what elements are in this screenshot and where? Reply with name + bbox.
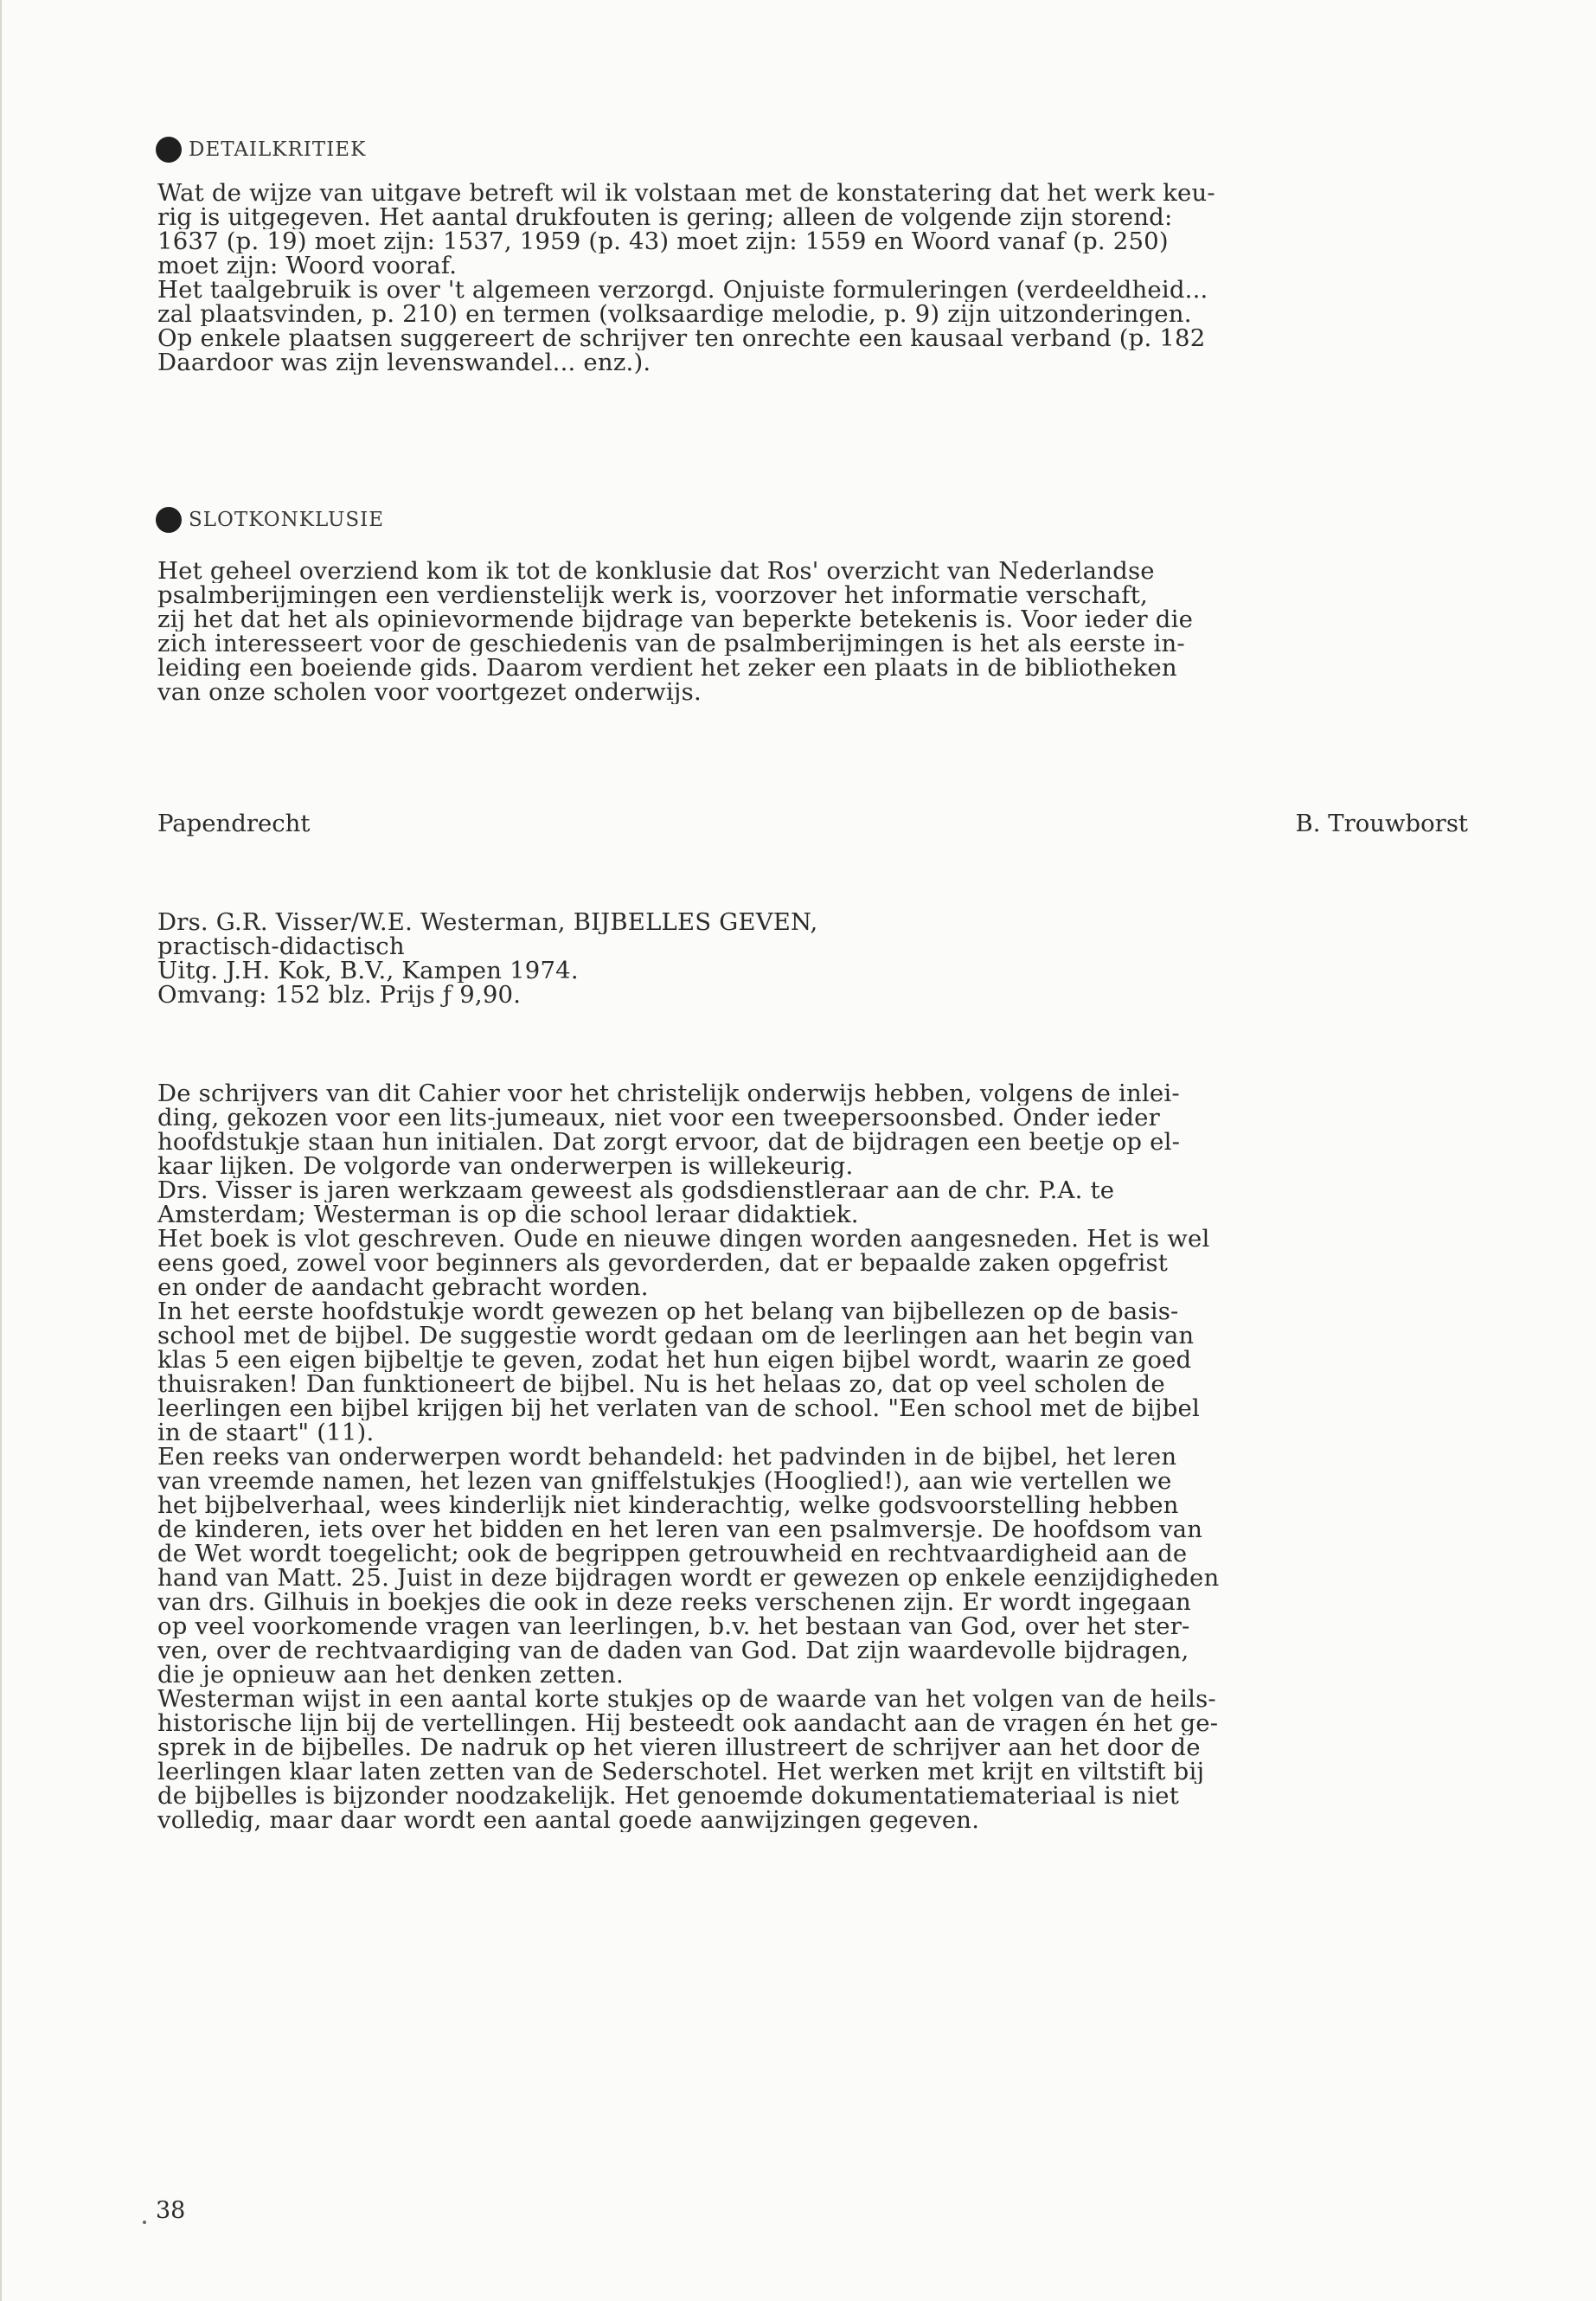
text-line: leerlingen klaar laten zetten van de Sederschotel. Het werken met krijt en viltstift bij (157, 1759, 1205, 1784)
section-heading-detailkritiek (156, 137, 366, 163)
text-line: in de staart" (11). (157, 1420, 375, 1445)
speck-mark (143, 2221, 146, 2224)
text-line: klas 5 een eigen bijbeltje te geven, zodat het hun eigen bijbel wordt, waarin ze goed (157, 1348, 1192, 1372)
text-line: Het boek is vlot geschreven. Oude en nieuwe dingen worden aangesneden. Het is wel (157, 1227, 1210, 1251)
text-line: van drs. Gilhuis in boekjes die ook in deze reeks verschenen zijn. Er wordt ingegaan (157, 1590, 1191, 1614)
paragraph-slotkonklusie (157, 559, 1472, 704)
text-line: De schrijvers van dit Cahier voor het christelijk onderwijs hebben, volgens de inlei- (157, 1081, 1180, 1106)
text-line: leerlingen een bijbel krijgen bij het verlaten van de school. "Een school met de bijbel (157, 1396, 1201, 1420)
bullet-icon (156, 137, 182, 163)
text-line: het bijbelverhaal, wees kinderlijk niet kinderachtig, welke godsvoorstelling hebben (157, 1493, 1179, 1517)
section-title: SLOTKONKLUSIE (189, 509, 384, 531)
text-line: de bijbelles is bijzonder noodzakelijk. Het genoemde dokumentatiemateriaal is niet (157, 1784, 1180, 1808)
text-line: volledig, maar daar wordt een aantal goede aanwijzingen gegeven. (157, 1808, 980, 1832)
text-line: Drs. Visser is jaren werkzaam geweest als godsdienstleraar aan de chr. P.A. te (157, 1178, 1115, 1202)
text-line: psalmberijmingen een verdienstelijk werk is, voorzover het informatie verschaft, (157, 583, 1148, 607)
bibliographic-header (157, 910, 1472, 1007)
text-line: Daardoor was zijn levenswandel... enz.). (157, 350, 651, 375)
text-line: en onder de aandacht gebracht worden. (157, 1275, 649, 1299)
text-line: zich interesseert voor de geschiedenis van de psalmberijmingen is het als eerste in- (157, 631, 1185, 656)
biblio-line: Uitg. J.H. Kok, B.V., Kampen 1974. (157, 958, 579, 983)
text-line: historische lijn bij de vertellingen. Hij besteedt ook aandacht aan de vragen én het ge- (157, 1711, 1219, 1735)
text-line: Westerman wijst in een aantal korte stukjes op de waarde van het volgen van de heils- (157, 1687, 1216, 1711)
text-line: op veel voorkomende vragen van leerlingen, b.v. het bestaan van God, over het ster- (157, 1614, 1190, 1638)
text-line: de kinderen, iets over het bidden en het leren van een psalmversje. De hoofdsom van (157, 1517, 1203, 1541)
text-line: van onze scholen voor voortgezet onderwijs. (157, 680, 702, 704)
paragraph-detailkritiek (157, 181, 1472, 375)
text-line: Het taalgebruik is over 't algemeen verzorgd. Onjuiste formuleringen (verdeeldheid... (157, 278, 1208, 302)
text-line: In het eerste hoofdstukje wordt gewezen op het belang van bijbellezen op de basis- (157, 1299, 1179, 1324)
text-line: de Wet wordt toegelicht; ook de begrippen getrouwheid en rechtvaardigheid aan de (157, 1541, 1188, 1566)
section-title: DETAILKRITIEK (189, 138, 367, 161)
biblio-line: Drs. G.R. Visser/W.E. Westerman, BIJBELLES GEVEN, (157, 910, 818, 934)
text-line: hoofdstukje staan hun initialen. Dat zorgt ervoor, dat de bijdragen een beetje op el- (157, 1130, 1181, 1154)
text-line: 1637 (p. 19) moet zijn: 1537, 1959 (p. 43) moet zijn: 1559 en Woord vanaf (p. 250) (157, 229, 1169, 253)
text-line: moet zijn: Woord vooraf. (157, 253, 458, 278)
biblio-line: Omvang: 152 blz. Prijs ƒ 9,90. (157, 983, 522, 1007)
text-line: thuisraken! Dan funktioneert de bijbel. Nu is het helaas zo, dat op veel scholen de (157, 1372, 1165, 1396)
text-line: Op enkele plaatsen suggereert de schrijver ten onrechte een kausaal verband (p. 182 (157, 326, 1206, 350)
text-line: rig is uitgegeven. Het aantal drukfouten is gering; alleen de volgende zijn storend: (157, 205, 1173, 229)
text-line: school met de bijbel. De suggestie wordt gedaan om de leerlingen aan het begin van (157, 1324, 1195, 1348)
text-line: Het geheel overziend kom ik tot de konklusie dat Ros' overzicht van Nederlandse (157, 559, 1155, 583)
text-line: hand van Matt. 25. Juist in deze bijdragen wordt er gewezen op enkele eenzijdigheden (157, 1566, 1220, 1590)
text-line: zij het dat het als opinievormende bijdrage van beperkte betekenis is. Voor ieder die (157, 607, 1194, 631)
bullet-icon (156, 507, 182, 533)
text-line: ding, gekozen voor een lits-jumeaux, niet voor een tweepersoonsbed. Onder ieder (157, 1106, 1160, 1130)
text-line: Een reeks van onderwerpen wordt behandeld: het padvinden in de bijbel, het leren (157, 1445, 1177, 1469)
section-heading-slotkonklusie (156, 507, 384, 533)
text-line: van vreemde namen, het lezen van gniffelstukjes (Hooglied!), aan wie vertellen we (157, 1469, 1172, 1493)
review-body (157, 1081, 1472, 1832)
text-line: leiding een boeiende gids. Daarom verdient het zeker een plaats in de bibliotheken (157, 656, 1177, 680)
text-line: kaar lijken. De volgorde van onderwerpen is willekeurig. (157, 1154, 854, 1178)
text-line: eens goed, zowel voor beginners als gevorderden, dat er bepaalde zaken opgefrist (157, 1251, 1169, 1275)
text-line: zal plaatsvinden, p. 210) en termen (volksaardige melodie, p. 9) zijn uitzonderingen. (157, 302, 1192, 326)
text-line: Wat de wijze van uitgave betreft wil ik volstaan met de konstatering dat het werk keu- (157, 181, 1215, 205)
text-line: sprek in de bijbelles. De nadruk op het vieren illustreert de schrijver aan het door de (157, 1735, 1201, 1759)
text-line: die je opnieuw aan het denken zetten. (157, 1663, 624, 1687)
biblio-line: practisch-didactisch (157, 934, 405, 958)
signature-place: Papendrecht (157, 810, 311, 837)
signature-author: B. Trouwborst (1295, 810, 1468, 837)
page-number: 38 (156, 2197, 186, 2224)
text-line: ven, over de rechtvaardiging van de daden van God. Dat zijn waardevolle bijdragen, (157, 1638, 1189, 1663)
text-line: Amsterdam; Westerman is op die school leraar didaktiek. (157, 1202, 859, 1227)
